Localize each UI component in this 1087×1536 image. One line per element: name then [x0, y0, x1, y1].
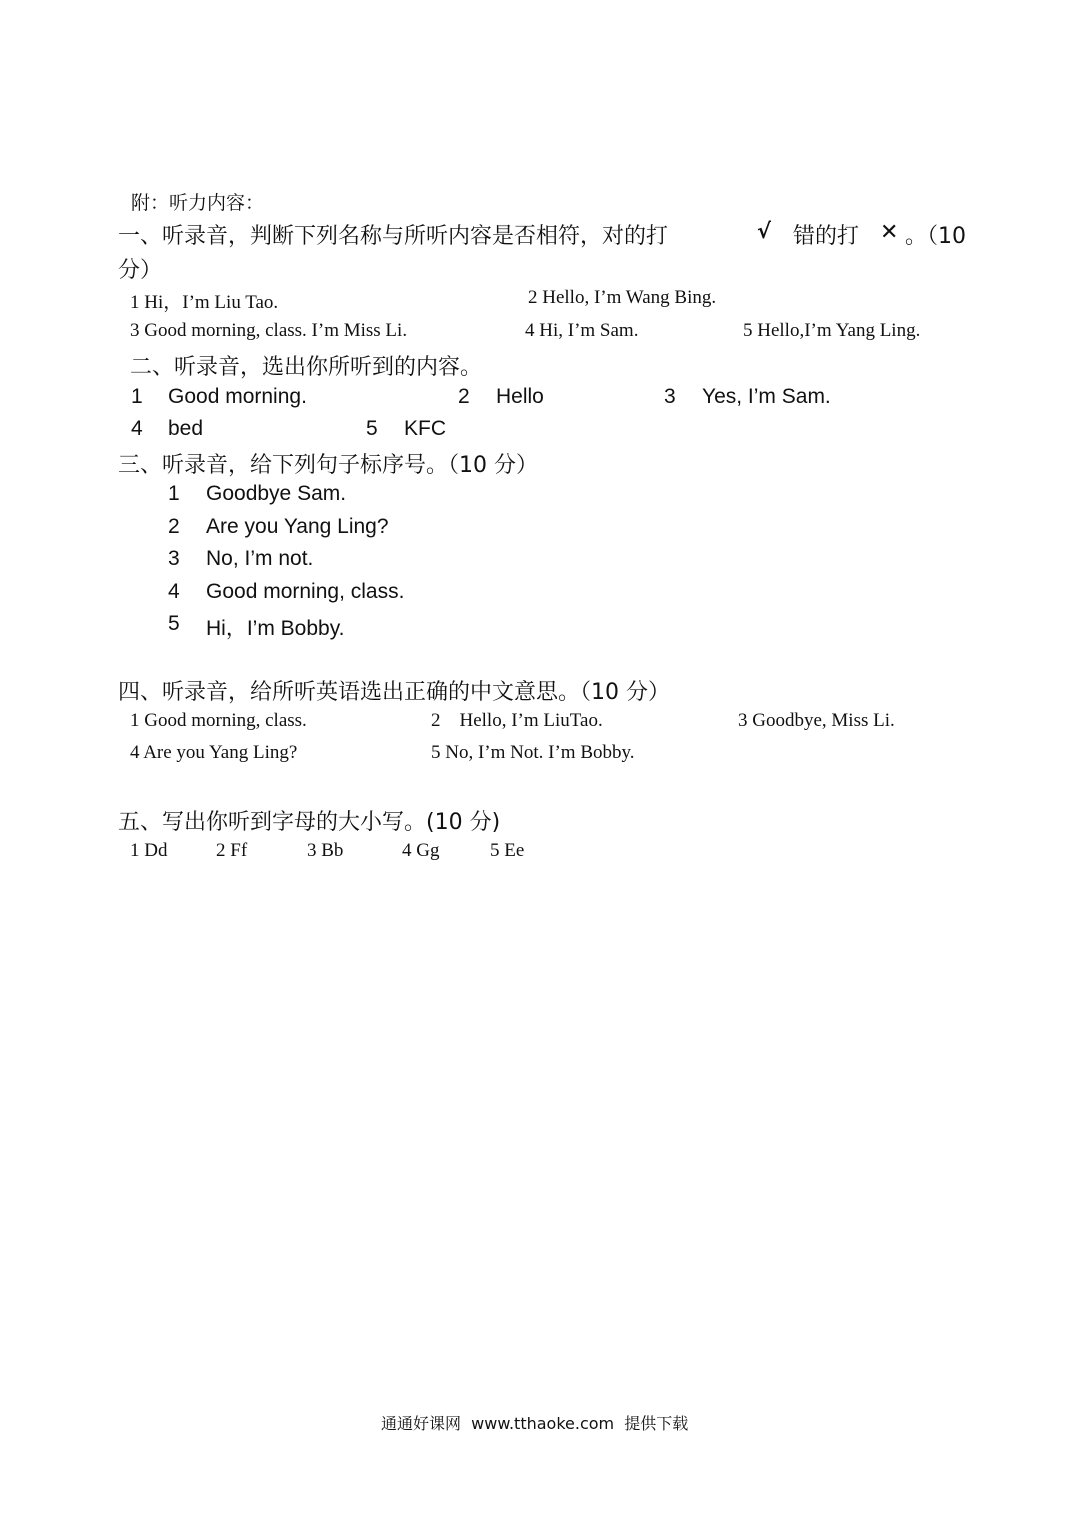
s4-item-5: 5 No, I’m Not. I’m Bobby. — [431, 742, 635, 763]
s3-item-5: Hi，I’m Bobby. — [206, 617, 345, 640]
section-2-title: 二、听录音，选出你所听到的内容。 — [130, 355, 483, 380]
section-3-title: 三、听录音，给下列句子标序号。（10 分） — [118, 453, 538, 478]
cross-icon: ✕ — [880, 220, 899, 245]
s3-num-4: 4 — [168, 580, 180, 603]
section-4-title: 四、听录音，给所听英语选出正确的中文意思。（10 分） — [118, 680, 670, 705]
section-1-title-c: 。（10 — [905, 224, 966, 249]
s1-item-3: 3 Good morning, class. I’m Miss Li. — [130, 320, 408, 341]
s3-item-3: No, I’m not. — [206, 547, 314, 570]
s5-item-4: 4 Gg — [402, 840, 440, 861]
s2-item-4: bed — [168, 417, 204, 440]
s4-item-4: 4 Are you Yang Ling? — [130, 742, 298, 763]
s3-num-5: 5 — [168, 612, 180, 635]
s2-num-4: 4 — [131, 417, 143, 440]
s3-num-2: 2 — [168, 515, 180, 538]
s4-item-3: 3 Goodbye, Miss Li. — [738, 710, 895, 731]
section-5-title: 五、写出你听到字母的大小写。(10 分) — [118, 810, 501, 835]
s2-num-3: 3 — [664, 385, 676, 408]
s4-item-2: 2 Hello, I’m LiuTao. — [431, 710, 603, 731]
s1-item-5: 5 Hello,I’m Yang Ling. — [743, 320, 921, 341]
s3-num-1: 1 — [168, 482, 180, 505]
s3-item-1: Goodbye Sam. — [206, 482, 347, 505]
s1-item-4: 4 Hi, I’m Sam. — [525, 320, 639, 341]
s3-num-3: 3 — [168, 547, 180, 570]
s5-item-5: 5 Ee — [490, 840, 525, 861]
s1-item-2: 2 Hello, I’m Wang Bing. — [528, 287, 717, 308]
s2-num-2: 2 — [458, 385, 470, 408]
footer-text: 通通好课网 www.tthaoke.com 提供下载 — [381, 1414, 689, 1433]
s2-item-5: KFC — [404, 417, 446, 440]
check-icon: √ — [757, 219, 772, 243]
s3-item-4: Good morning, class. — [206, 580, 405, 603]
s2-item-2: Hello — [496, 385, 544, 408]
s1-item-1: 1 Hi，I’m Liu Tao. — [130, 292, 279, 313]
s2-item-1: Good morning. — [168, 385, 307, 408]
section-1-title-d: 分） — [118, 258, 163, 283]
s5-item-1: 1 Dd — [130, 840, 168, 861]
s3-item-2: Are you Yang Ling? — [206, 515, 389, 538]
appendix-heading: 附：听力内容： — [131, 192, 265, 214]
s2-num-5: 5 — [366, 417, 378, 440]
section-1-title: 一、听录音，判断下列名称与所听内容是否相符，对的打 — [118, 224, 669, 249]
s5-item-3: 3 Bb — [307, 840, 344, 861]
s2-num-1: 1 — [131, 385, 143, 408]
s4-item-1: 1 Good morning, class. — [130, 710, 307, 731]
section-1-title-b: 错的打 — [793, 224, 860, 249]
s5-item-2: 2 Ff — [216, 840, 248, 861]
s2-item-3: Yes, I’m Sam. — [702, 385, 831, 408]
